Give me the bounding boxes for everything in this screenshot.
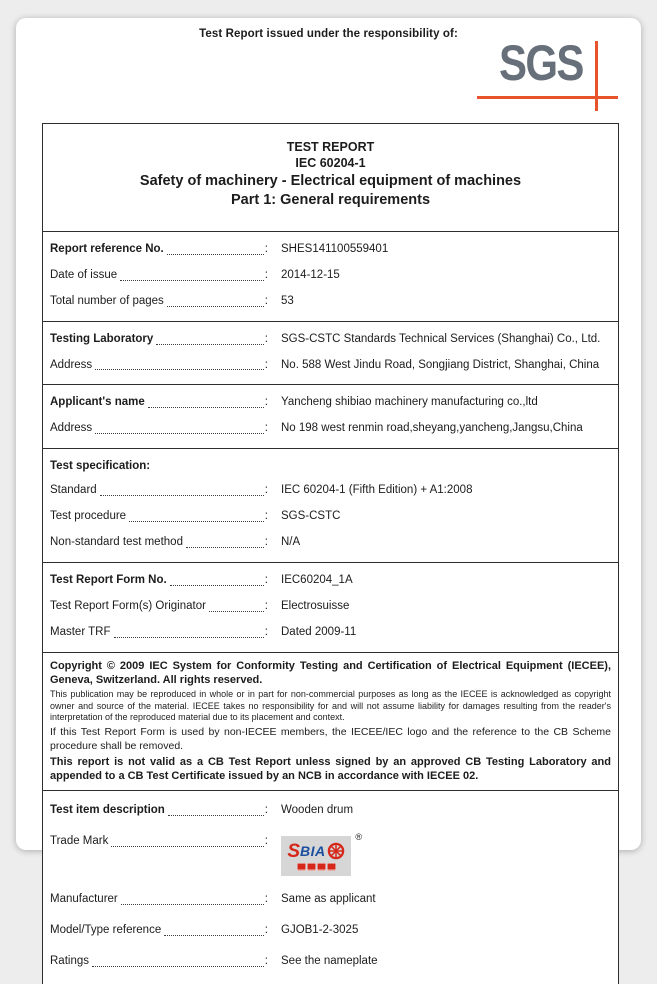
- report-table-body: [43, 232, 618, 984]
- row-label-text: Standard: [50, 484, 97, 497]
- leader-colon: :: [264, 268, 268, 281]
- dotted-leader: [167, 242, 264, 255]
- dotted-leader: [129, 509, 264, 522]
- table-row: [43, 416, 618, 442]
- row-label: [50, 509, 268, 524]
- table-row: [43, 827, 618, 885]
- trademark-character-block: [327, 863, 336, 871]
- row-label: [50, 892, 268, 907]
- row-label: [50, 535, 268, 550]
- row-value: No 198 west renmin road,sheyang,yancheng,Jangsu,China: [281, 422, 583, 435]
- table-section: [43, 232, 618, 322]
- row-label: [50, 332, 268, 347]
- sgs-logo: SGS: [499, 35, 583, 91]
- copyright-paragraph: If this Test Report Form is used by non-IECEE members, the IECEE/IEC logo and the reference to the CB Scheme procedure shall be removed.: [50, 726, 611, 752]
- dotted-leader: [121, 892, 264, 905]
- row-label: [50, 625, 268, 640]
- row-label: [50, 803, 268, 818]
- table-row: [43, 620, 618, 646]
- row-label-text: Master TRF: [50, 626, 111, 638]
- row-label: [50, 395, 268, 410]
- table-section: [43, 449, 618, 563]
- dotted-leader: [95, 421, 264, 434]
- dotted-leader: [168, 803, 264, 816]
- leader-colon: :: [264, 510, 268, 523]
- table-row: [43, 916, 618, 947]
- row-label-text: Report reference No.: [50, 242, 164, 255]
- report-title-block: [43, 124, 618, 232]
- row-label: [50, 268, 268, 283]
- table-row: [43, 504, 618, 530]
- leader-colon: :: [264, 893, 268, 906]
- row-value: 53: [281, 294, 294, 307]
- row-label: [50, 358, 268, 373]
- row-label-text: Model/Type reference: [50, 924, 162, 937]
- trademark-wheel-icon: [327, 842, 345, 860]
- report-title-line: TEST REPORT: [286, 140, 375, 154]
- dotted-leader: [92, 954, 264, 967]
- dotted-leader: [186, 535, 264, 548]
- dotted-leader: [167, 294, 264, 307]
- row-label: [50, 483, 268, 498]
- table-row: [43, 885, 618, 916]
- trademark-wordmark: [287, 842, 344, 861]
- row-value: 2014-12-15: [281, 268, 340, 281]
- row-label: [50, 599, 268, 614]
- table-section: [43, 322, 618, 386]
- row-label: [50, 242, 268, 257]
- dotted-leader: [95, 358, 264, 371]
- row-value: Electrosuisse: [281, 600, 350, 613]
- table-row: [43, 353, 618, 379]
- table-row: [43, 594, 618, 620]
- row-value: No. 588 West Jindu Road, Songjiang District, Shanghai, China: [281, 358, 600, 371]
- row-value: N/A: [281, 536, 301, 549]
- row-label: [50, 573, 268, 588]
- row-label-text: Address: [50, 422, 93, 435]
- report-subtitle-line: Safety of machinery - Electrical equipment of machines: [139, 172, 522, 189]
- table-section: [43, 563, 618, 653]
- row-label-text: Test Report Form(s) Originator: [50, 600, 206, 613]
- dotted-leader: [164, 923, 264, 936]
- row-value: Wooden drum: [281, 804, 354, 817]
- section-heading: Test specification:: [50, 460, 151, 473]
- trademark-character-block: [297, 863, 306, 871]
- leader-colon: :: [264, 358, 268, 371]
- row-label-text: Ratings: [50, 955, 89, 967]
- report-standard-line: IEC 60204-1: [295, 156, 366, 171]
- leader-colon: :: [264, 396, 268, 409]
- issued-under-responsibility-text: Test Report issued under the responsibility of:: [199, 28, 458, 40]
- row-value: Yancheng shibiao machinery manufacturing co.,ltd: [281, 396, 538, 409]
- leader-colon: :: [264, 804, 268, 817]
- leader-colon: :: [264, 484, 268, 497]
- dotted-leader: [156, 332, 263, 345]
- leader-colon: :: [264, 294, 268, 307]
- row-label-text: Test Report Form No.: [50, 574, 167, 587]
- test-report-table: [42, 123, 619, 984]
- row-value: SGS-CSTC: [281, 510, 341, 523]
- row-value: SGS-CSTC Standards Technical Services (Shanghai) Co., Ltd.: [281, 332, 601, 345]
- leader-colon: :: [264, 422, 268, 435]
- table-row: [43, 237, 618, 263]
- trademark-character-blocks: [297, 863, 336, 871]
- trademark-letter-s: S: [287, 840, 301, 862]
- leader-colon: :: [264, 536, 268, 549]
- row-label: [50, 834, 268, 849]
- row-value: Same as applicant: [281, 893, 376, 906]
- row-value: GJOB1-2-3025: [281, 924, 359, 937]
- row-label-text: Address: [50, 358, 93, 371]
- registered-trademark-symbol: ®: [355, 832, 362, 843]
- copyright-paragraph: This report is not valid as a CB Test Report unless signed by an approved CB Testing Laboratory and appended to a CB Test Certificate issued by an NCB in accordance with IECEE 02.: [50, 756, 611, 783]
- leader-colon: :: [264, 626, 268, 638]
- table-row: [43, 478, 618, 504]
- leader-colon: :: [264, 332, 268, 345]
- row-label-text: Applicant's name: [50, 396, 145, 409]
- leader-colon: :: [264, 600, 268, 613]
- leader-colon: :: [264, 955, 268, 967]
- sgs-logo-vertical-line: [595, 41, 598, 111]
- row-value: IEC 60204-1 (Fifth Edition) + A1:2008: [281, 484, 473, 497]
- document-page: [16, 18, 641, 967]
- dotted-leader: [120, 268, 264, 281]
- row-value: Dated 2009-11: [281, 626, 357, 638]
- table-row: [43, 796, 618, 827]
- table-row: [43, 327, 618, 353]
- leader-colon: :: [264, 574, 268, 587]
- dotted-leader: [111, 834, 263, 847]
- row-label-text: Date of issue: [50, 268, 118, 281]
- trademark-character-block: [307, 863, 316, 871]
- dotted-leader: [170, 573, 264, 586]
- row-label: [50, 421, 268, 436]
- leader-colon: :: [264, 242, 268, 255]
- row-label-text: Test procedure: [50, 510, 127, 523]
- row-label-text: Trade Mark: [50, 835, 109, 848]
- row-value: IEC60204_1A: [281, 574, 353, 587]
- row-label-text: Total number of pages: [50, 294, 164, 307]
- dotted-leader: [148, 395, 264, 408]
- row-label: [50, 954, 268, 969]
- row-label: [50, 294, 268, 309]
- leader-colon: :: [264, 924, 268, 937]
- trademark-logo: [281, 832, 362, 876]
- row-label-text: Non-standard test method: [50, 536, 183, 549]
- row-label-text: Testing Laboratory: [50, 332, 154, 345]
- table-row: [43, 390, 618, 416]
- table-row: [43, 947, 618, 978]
- table-row: [43, 530, 618, 556]
- report-part-line: Part 1: General requirements: [230, 191, 431, 208]
- table-section: [43, 653, 618, 791]
- table-section: [43, 385, 618, 449]
- dotted-leader: [209, 599, 264, 612]
- copyright-paragraph: This publication may be reproduced in whole or in part for non-commercial purposes as long as the IECEE is acknowledged as copyright owner and source of the material. IECEE takes no responsibility for and will not assume liability for damages resulting from the reader's interpretation of the reproduced material due to its placement and context.: [50, 689, 611, 723]
- row-value: SHES141100559401: [281, 242, 389, 255]
- trademark-logo-box: [281, 836, 351, 876]
- dotted-leader: [114, 625, 264, 638]
- trademark-letters-bia: BIA: [300, 843, 326, 860]
- copyright-paragraph: Copyright © 2009 IEC System for Conformity Testing and Certification of Electrical Equipment (IECEE), Geneva, Switzerland. All rights reserved.: [50, 659, 611, 687]
- table-row: [43, 568, 618, 594]
- row-value: [268, 834, 611, 876]
- leader-colon: :: [264, 835, 268, 848]
- table-row: [43, 263, 618, 289]
- row-label: [50, 923, 268, 938]
- row-value: See the nameplate: [281, 955, 378, 967]
- row-label-text: Manufacturer: [50, 893, 118, 906]
- table-row: [43, 289, 618, 315]
- table-section: [43, 791, 618, 984]
- dotted-leader: [100, 483, 264, 496]
- trademark-character-block: [317, 863, 326, 871]
- row-label-text: Test item description: [50, 804, 165, 817]
